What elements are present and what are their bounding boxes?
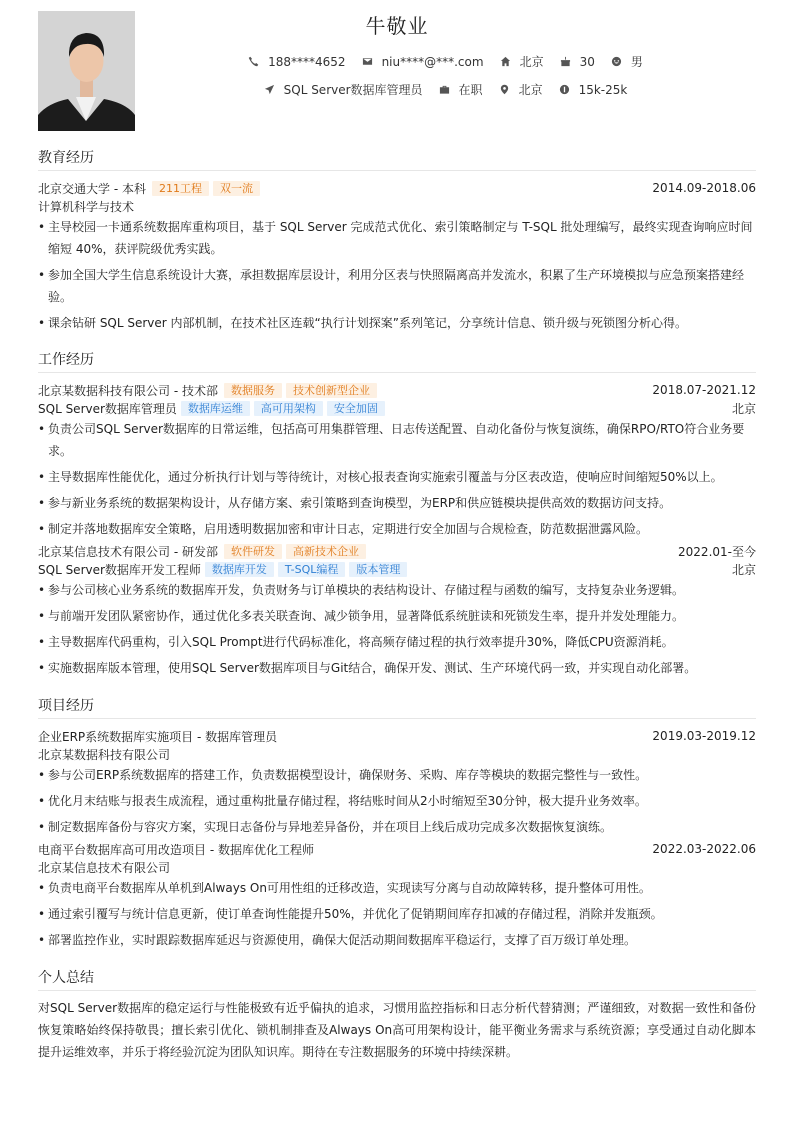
- city-text: 北京: [519, 55, 544, 69]
- section-title: 个人总结: [38, 970, 756, 991]
- summary-text: 对SQL Server数据库的稳定运行与性能极致有近乎偏执的追求，习惯用监控指标和日志分析代替猜测；严谨细致，对数据一致性和备份恢复策略始终保持敬畏；擅长索引优化、锁机制排查及Always On高可用架构设计，能平衡业务需求与系统资源；享受通过自动化脚本提升运维效率，并乐于将经验沉淀为团队知识库。期待在专注数据服务的环境中持续深耕。: [38, 1001, 756, 1059]
- summary-section: [38, 970, 756, 1063]
- school-tag: 双一流: [213, 181, 260, 196]
- role-tag: T-SQL编程: [278, 562, 345, 577]
- home-icon: [500, 56, 511, 67]
- role-tag: 高可用架构: [254, 401, 323, 416]
- resume-page: [38, 10, 756, 1059]
- section-title: 工作经历: [38, 352, 756, 373]
- email-info: [362, 55, 484, 69]
- work-bullets: [38, 418, 756, 540]
- projects-section: [38, 698, 756, 951]
- project-entry: [38, 727, 756, 838]
- role-tag: 版本管理: [349, 562, 407, 577]
- company-tag: 技术创新型企业: [286, 383, 377, 398]
- money-icon: [559, 84, 570, 95]
- phone-icon: [248, 56, 259, 67]
- phone-info: [248, 55, 345, 69]
- project-company: 北京某数据科技有限公司: [38, 747, 171, 762]
- project-line: 电商平台数据库高可用改造项目 - 数据库优化工程师: [38, 842, 314, 857]
- list-item: • 参与公司ERP系统数据库的搭建工作，负责数据模型设计，确保财务、采购、库存等模块的数据完整性与一致性。: [38, 764, 756, 786]
- list-item: • 通过索引覆写与统计信息更新，使订单查询性能提升50%，并优化了促销期间库存扣减的存储过程，消除并发瓶颈。: [38, 903, 756, 925]
- section-title: 项目经历: [38, 698, 756, 719]
- school-tag: 211工程: [152, 181, 209, 196]
- education-entry: [38, 179, 756, 334]
- gender-info: [611, 53, 643, 70]
- company-tag: 数据服务: [224, 383, 282, 398]
- briefcase-icon: [439, 84, 450, 95]
- company-tag: 软件研发: [224, 544, 282, 559]
- work-entry: [38, 542, 756, 679]
- list-item: • 课余钻研 SQL Server 内部机制，在技术社区连载“执行计划探案”系列笔记，分享统计信息、锁升级与死锁图分析心得。: [38, 312, 756, 334]
- school-line: 北京交通大学 - 本科: [38, 181, 146, 196]
- send-icon: [264, 84, 275, 95]
- work-date: 2022.01-至今: [678, 544, 756, 559]
- list-item: • 与前端开发团队紧密协作，通过优化多表关联查询、减少锁争用，显著降低系统脏读和死锁发生率，提升并发处理能力。: [38, 605, 756, 627]
- list-item: • 优化月末结账与报表生成流程，通过重构批量存储过程，将结账时间从2小时缩短至30分钟，极大提升业务效率。: [38, 790, 756, 812]
- project-date: 2019.03-2019.12: [652, 729, 756, 743]
- project-date: 2022.03-2022.06: [652, 842, 756, 856]
- company-line: 北京某数据科技有限公司 - 技术部: [38, 383, 218, 398]
- target-city-info: [499, 81, 543, 98]
- contact-row: [135, 53, 756, 70]
- resume-header: [38, 10, 756, 132]
- gender-text: 男: [630, 55, 643, 69]
- project-bullets: [38, 764, 756, 838]
- role-tag: 数据库运维: [181, 401, 250, 416]
- work-section: [38, 352, 756, 679]
- list-item: • 实施数据库版本管理，使用SQL Server数据库项目与Git结合，确保开发、测试、生产环境代码一致，并实现自动化部署。: [38, 657, 756, 679]
- project-company: 北京某信息技术有限公司: [38, 860, 171, 875]
- salary-text: 15k-25k: [578, 82, 628, 97]
- project-entry: [38, 840, 756, 951]
- salary-info: [559, 83, 628, 97]
- company-line: 北京某信息技术有限公司 - 研发部: [38, 544, 218, 559]
- age-text: 30: [579, 54, 595, 69]
- status-text: 在职: [458, 83, 483, 97]
- work-location: 北京: [731, 401, 756, 416]
- list-item: • 主导数据库代码重构，引入SQL Prompt进行代码标准化，将高频存储过程的执行效率提升30%，降低CPU资源消耗。: [38, 631, 756, 653]
- candidate-name: 牛敬业: [365, 14, 429, 38]
- phone-text: 188****4652: [268, 54, 346, 69]
- target-role-info: [264, 81, 423, 98]
- project-line: 企业ERP系统数据库实施项目 - 数据库管理员: [38, 729, 278, 744]
- role-text: SQL Server数据库开发工程师: [38, 562, 201, 577]
- intention-row: [135, 81, 756, 98]
- section-title: 教育经历: [38, 150, 756, 171]
- education-bullets: [38, 216, 756, 334]
- list-item: • 主导校园一卡通系统数据库重构项目，基于 SQL Server 完成范式优化、索引策略制定与 T-SQL 批处理编写，最终实现查询响应时间缩短 40%，获评院级优秀实践。: [38, 216, 756, 260]
- status-info: [439, 81, 483, 98]
- role-text: SQL Server数据库管理员: [38, 401, 177, 416]
- list-item: • 制定并落地数据库安全策略，启用透明数据加密和审计日志，定期进行安全加固与合规检查，防范数据泄露风险。: [38, 518, 756, 540]
- list-item: • 参加全国大学生信息系统设计大赛，承担数据库层设计，利用分区表与快照隔离高并发流水，积累了生产环境模拟与应急预案搭建经验。: [38, 264, 756, 308]
- list-item: • 负责公司SQL Server数据库的日常运维，包括高可用集群管理、日志传送配置、自动化备份与恢复演练，确保RPO/RTO符合业务要求。: [38, 418, 756, 462]
- city-info: [500, 53, 544, 70]
- work-entry: [38, 381, 756, 540]
- email-text: niu****@***.com: [381, 54, 484, 69]
- project-bullets: [38, 877, 756, 951]
- work-bullets: [38, 579, 756, 679]
- company-tag: 高新技术企业: [286, 544, 366, 559]
- age-info: [560, 55, 595, 69]
- list-item: • 主导数据库性能优化，通过分析执行计划与等待统计，对核心报表查询实施索引覆盖与分区表改造，使响应时间缩短50%以上。: [38, 466, 756, 488]
- education-section: [38, 150, 756, 334]
- mail-icon: [362, 56, 373, 67]
- education-date: 2014.09-2018.06: [652, 181, 756, 195]
- role-tag: 数据库开发: [205, 562, 274, 577]
- work-location: 北京: [731, 562, 756, 577]
- cake-icon: [560, 56, 571, 67]
- list-item: • 参与公司核心业务系统的数据库开发，负责财务与订单模块的表结构设计、存储过程与函数的编写，支持复杂业务逻辑。: [38, 579, 756, 601]
- location-pin-icon: [499, 84, 510, 95]
- list-item: • 部署监控作业，实时跟踪数据库延迟与资源使用，确保大促活动期间数据库平稳运行，支撑了百万级订单处理。: [38, 929, 756, 951]
- list-item: • 负责电商平台数据库从单机到Always On可用性组的迁移改造，实现读写分离与自动故障转移，提升整体可用性。: [38, 877, 756, 899]
- smile-icon: [611, 56, 622, 67]
- list-item: • 参与新业务系统的数据架构设计，从存储方案、索引策略到查询模型，为ERP和供应链模块提供高效的数据访问支持。: [38, 492, 756, 514]
- target-role-text: SQL Server数据库管理员: [283, 83, 423, 97]
- work-date: 2018.07-2021.12: [652, 383, 756, 397]
- target-city-text: 北京: [518, 83, 543, 97]
- list-item: • 制定数据库备份与容灾方案，实现日志备份与异地差异备份，并在项目上线后成功完成多次数据恢复演练。: [38, 816, 756, 838]
- role-tag: 安全加固: [327, 401, 385, 416]
- major-text: 计算机科学与技术: [38, 199, 135, 214]
